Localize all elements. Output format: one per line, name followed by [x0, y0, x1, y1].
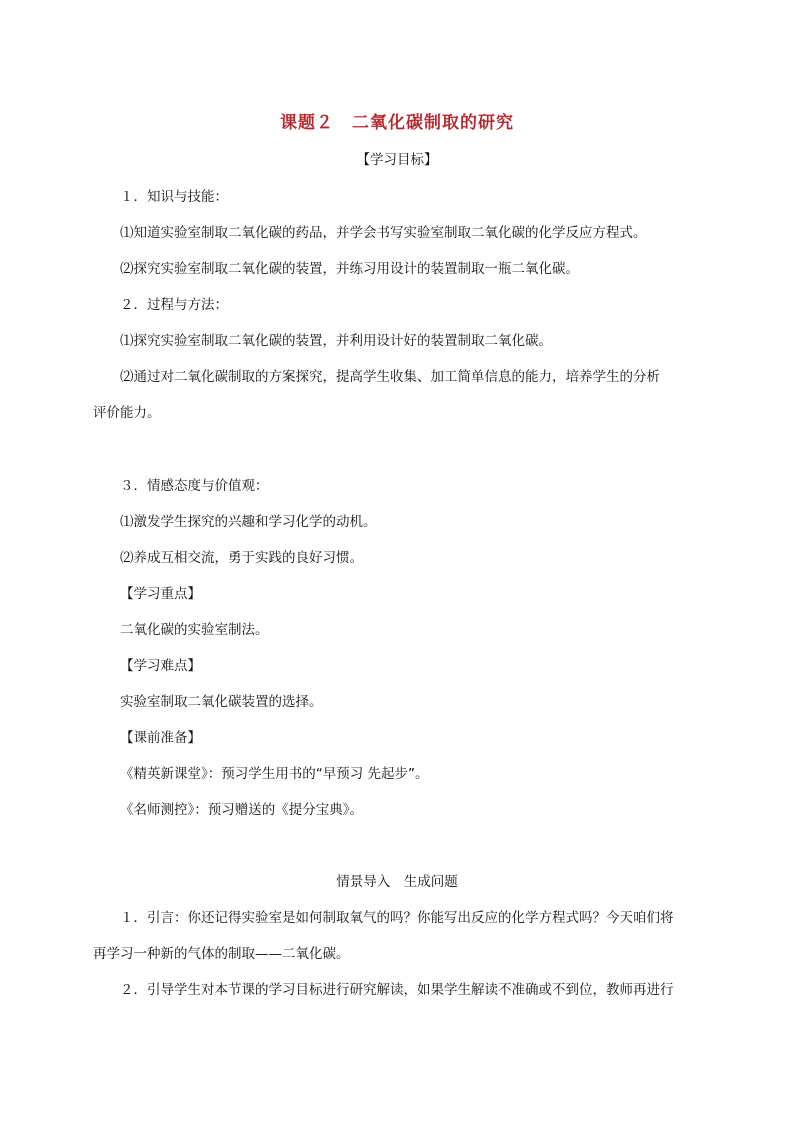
emotion-item-2: ⑵养成互相交流，勇于实践的良好习惯。: [120, 550, 363, 566]
preparation-item-2: 《名师测控》：预习赠送的《提分宝典》。: [120, 802, 363, 818]
intro-item-1-line-2: 再学习一种新的气体的制取——二氧化碳。: [93, 946, 350, 962]
preparation-item-1: 《精英新课堂》：预习学生用书的“早预习 先起步”。: [120, 766, 429, 782]
intro-item-2-line-1: ２．引导学生对本节课的学习目标进行研究解读，如果学生解读不准确或不到位，教师再进行: [120, 982, 674, 998]
page-title: 课题２ 二氧化碳制取的研究: [280, 113, 514, 133]
process-item-2-line-2: 评价能力。: [93, 405, 161, 421]
emotion-heading: ３．情感态度与价值观：: [120, 478, 269, 494]
knowledge-heading: １．知识与技能：: [120, 189, 228, 205]
intro-item-1-line-1: １．引言：你还记得实验室是如何制取氧气的吗？你能写出反应的化学方程式吗？今天咱们将: [120, 910, 674, 926]
knowledge-item-1: ⑴知道实验室制取二氧化碳的药品，并学会书写实验室制取二氧化碳的化学反应方程式。: [120, 225, 647, 241]
key-point-text: 二氧化碳的实验室制法。: [120, 622, 269, 638]
key-point-heading: 【学习重点】: [120, 586, 201, 602]
process-item-1: ⑴探究实验室制取二氧化碳的装置，并利用设计好的装置制取二氧化碳。: [120, 333, 552, 349]
emotion-item-1: ⑴激发学生探究的兴趣和学习化学的动机。: [120, 514, 377, 530]
knowledge-item-2: ⑵探究实验室制取二氧化碳的装置，并练习用设计的装置制取一瓶二氧化碳。: [120, 261, 579, 277]
intro-heading: 情景导入 生成问题: [336, 874, 458, 890]
process-item-2-line-1: ⑵通过对二氧化碳制取的方案探究，提高学生收集、加工简单信息的能力，培养学生的分析: [120, 369, 660, 385]
preparation-heading: 【课前准备】: [120, 730, 201, 746]
difficulty-text: 实验室制取二氧化碳装置的选择。: [120, 694, 323, 710]
objectives-heading: 【学习目标】: [356, 152, 438, 168]
process-heading: ２．过程与方法：: [120, 297, 228, 313]
difficulty-heading: 【学习难点】: [120, 658, 201, 674]
